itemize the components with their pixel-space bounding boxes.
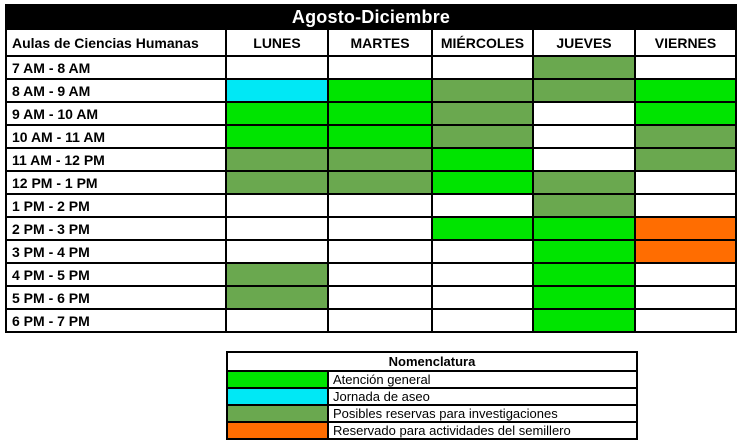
schedule-cell [432,240,533,263]
schedule-cell [226,125,328,148]
schedule-cell [635,286,736,309]
schedule-cell [432,309,533,332]
schedule-cell [328,286,432,309]
schedule-cell [635,171,736,194]
schedule-cell [328,79,432,102]
legend-label: Atención general [328,371,637,388]
schedule-row [6,309,736,332]
time-slot-label: 1 PM - 2 PM [6,194,226,217]
legend-title: Nomenclatura [227,352,637,371]
schedule-cell [635,240,736,263]
schedule-cell [226,102,328,125]
time-slot-label: 6 PM - 7 PM [6,309,226,332]
schedule-cell [533,309,635,332]
schedule-row [6,240,736,263]
schedule-cell [635,309,736,332]
schedule-cell [226,194,328,217]
legend-row [227,422,637,439]
schedule-cell [432,194,533,217]
legend-color-swatch [227,388,328,405]
schedule-cell [635,194,736,217]
time-slot-label: 9 AM - 10 AM [6,102,226,125]
schedule-cell [533,194,635,217]
legend-row [227,405,637,422]
legend-title-row [227,352,637,371]
schedule-cell [328,217,432,240]
corner-label: Aulas de Ciencias Humanas [6,29,226,56]
schedule-cell [328,102,432,125]
schedule-cell [328,171,432,194]
schedule-cell [635,79,736,102]
time-slot-label: 3 PM - 4 PM [6,240,226,263]
schedule-cell [533,263,635,286]
schedule-row [6,263,736,286]
legend-label: Reservado para actividades del semillero [328,422,637,439]
schedule-row [6,171,736,194]
legend-label: Jornada de aseo [328,388,637,405]
schedule-row [6,102,736,125]
schedule-cell [226,286,328,309]
legend-color-swatch [227,422,328,439]
time-slot-label: 2 PM - 3 PM [6,217,226,240]
schedule-cell [533,148,635,171]
schedule-cell [533,56,635,79]
day-header: MARTES [328,29,432,56]
schedule-cell [533,125,635,148]
schedule-cell [226,217,328,240]
schedule-row [6,286,736,309]
day-header: VIERNES [635,29,736,56]
time-slot-label: 5 PM - 6 PM [6,286,226,309]
schedule-cell [328,240,432,263]
schedule-cell [328,263,432,286]
schedule-cell [432,217,533,240]
schedule-cell [635,263,736,286]
schedule-cell [328,309,432,332]
schedule-table [5,4,737,333]
schedule-cell [226,79,328,102]
schedule-cell [635,56,736,79]
schedule-cell [533,79,635,102]
legend-row [227,371,637,388]
legend-color-swatch [227,371,328,388]
schedule-cell [226,171,328,194]
day-header-row [6,29,736,56]
time-slot-label: 4 PM - 5 PM [6,263,226,286]
schedule-cell [432,79,533,102]
schedule-cell [533,171,635,194]
time-slot-label: 8 AM - 9 AM [6,79,226,102]
schedule-cell [432,56,533,79]
schedule-cell [432,286,533,309]
schedule-title: Agosto-Diciembre [6,5,736,29]
schedule-cell [226,148,328,171]
schedule-cell [432,102,533,125]
schedule-cell [533,240,635,263]
schedule-cell [635,217,736,240]
schedule-cell [328,194,432,217]
schedule-row [6,56,736,79]
time-slot-label: 11 AM - 12 PM [6,148,226,171]
schedule-cell [432,148,533,171]
time-slot-label: 12 PM - 1 PM [6,171,226,194]
schedule-cell [635,148,736,171]
schedule-cell [328,56,432,79]
schedule-title-row [6,5,736,29]
schedule-cell [533,286,635,309]
schedule-cell [226,309,328,332]
legend-table [226,351,638,440]
schedule-cell [432,263,533,286]
schedule-cell [432,125,533,148]
day-header: MIÉRCOLES [432,29,533,56]
schedule-cell [533,102,635,125]
schedule-cell [328,148,432,171]
time-slot-label: 7 AM - 8 AM [6,56,226,79]
schedule-cell [635,125,736,148]
schedule-row [6,125,736,148]
schedule-cell [533,217,635,240]
schedule-row [6,79,736,102]
day-header: JUEVES [533,29,635,56]
schedule-cell [226,240,328,263]
schedule-cell [226,263,328,286]
schedule-row [6,194,736,217]
legend-color-swatch [227,405,328,422]
schedule-cell [432,171,533,194]
schedule-row [6,148,736,171]
legend-label: Posibles reservas para investigaciones [328,405,637,422]
schedule-cell [635,102,736,125]
schedule-cell [226,56,328,79]
time-slot-label: 10 AM - 11 AM [6,125,226,148]
schedule-row [6,217,736,240]
day-header: LUNES [226,29,328,56]
legend-row [227,388,637,405]
schedule-cell [328,125,432,148]
